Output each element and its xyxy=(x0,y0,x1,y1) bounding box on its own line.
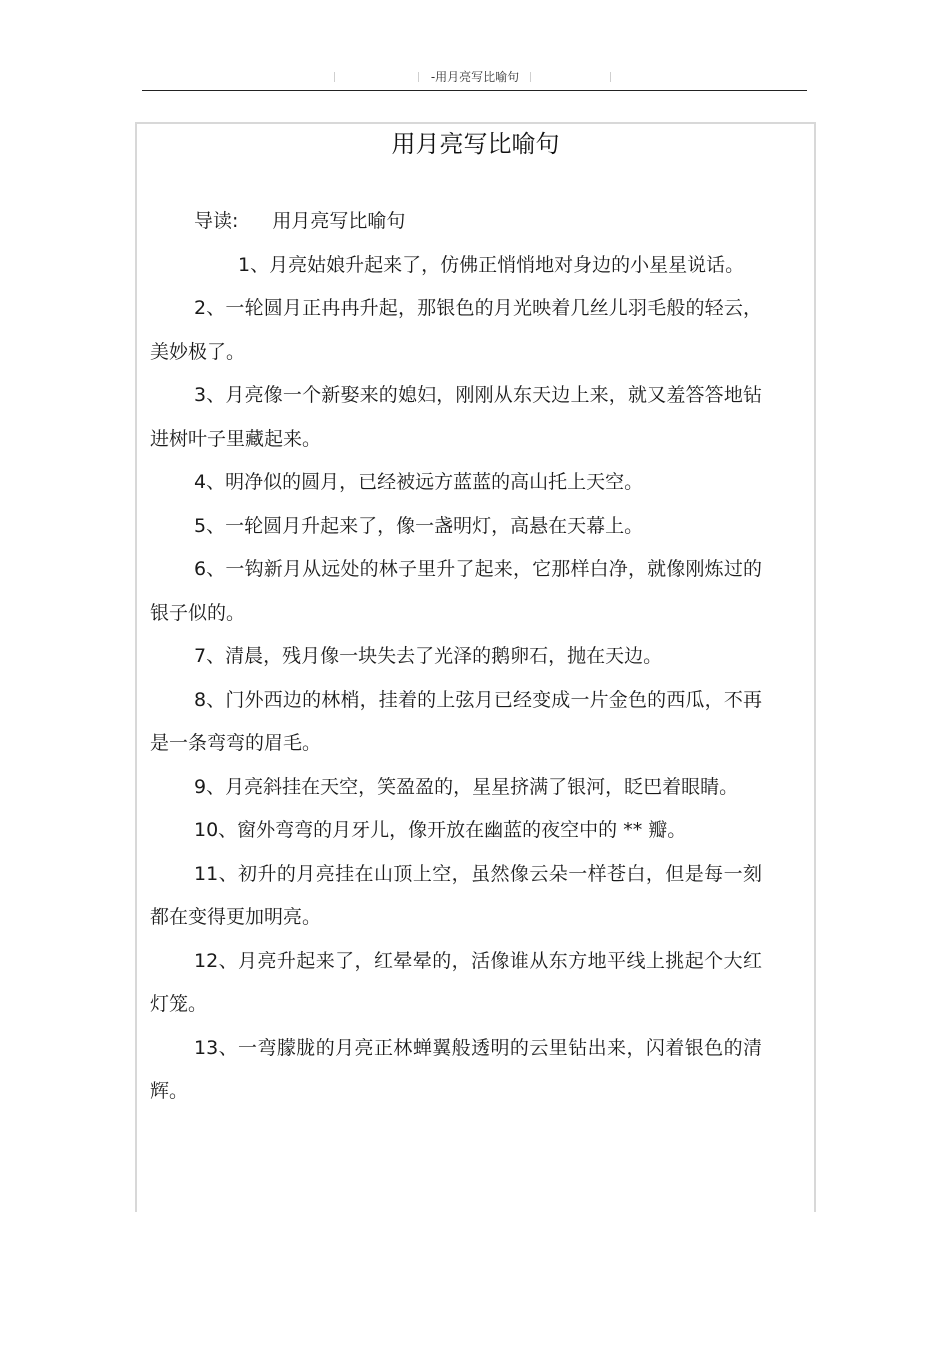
intro-label: 导读: xyxy=(194,210,239,232)
header-tick-right xyxy=(610,72,611,82)
sentence-11: 11、初升的月亮挂在山顶上空，虽然像云朵一样苍白，但是每一刻都在变得更加明亮。 xyxy=(150,862,762,928)
sentence-3: 3、月亮像一个新娶来的媳妇，刚刚从东天边上来，就又羞答答地钻进树叶子里藏起来。 xyxy=(150,384,762,450)
sentence-2: 2、一轮圆月正冉冉升起，那银色的月光映着几丝儿羽毛般的轻云，美妙极了。 xyxy=(150,297,762,363)
sentence-4: 4、明净似的圆月，已经被远方蓝蓝的高山托上天空。 xyxy=(194,471,644,493)
sentence-7: 7、清晨，残月像一块失去了光泽的鹅卵石，抛在天边。 xyxy=(194,645,663,667)
sentence-8: 8、门外西边的林梢，挂着的上弦月已经变成一片金色的西瓜，不再是一条弯弯的眉毛。 xyxy=(150,688,762,754)
intro-line xyxy=(150,200,762,244)
document-title: 用月亮写比喻句 xyxy=(391,130,560,158)
page-frame-left xyxy=(135,122,137,1212)
sentence-9: 9、月亮斜挂在天空，笑盈盈的，星星挤满了银河，眨巴着眼睛。 xyxy=(194,775,739,798)
running-header: -用月亮写比喻句 xyxy=(430,70,520,84)
page-frame-right xyxy=(814,122,816,1212)
intro-text: 用月亮写比喻句 xyxy=(272,210,406,232)
sentence-5: 5、一轮圆月升起来了，像一盏明灯，高悬在天幕上。 xyxy=(194,514,644,537)
header-tick-left xyxy=(334,72,335,82)
header-rule xyxy=(142,90,807,91)
sentence-1: 1、月亮姑娘升起来了，仿佛正悄悄地对身边的小星星说话。 xyxy=(238,253,745,276)
sentence-13: 13、一弯朦胧的月亮正林蝉翼般透明的云里钻出来，闪着银色的清辉。 xyxy=(150,1036,762,1102)
document-body xyxy=(150,200,762,1114)
header-tick-mid-left xyxy=(418,72,419,82)
sentence-6: 6、一钩新月从远处的林子里升了起来，它那样白净，就像刚炼过的银子似的。 xyxy=(150,558,762,624)
sentence-10: 10、窗外弯弯的月牙儿，像开放在幽蓝的夜空中的 ** 瓣。 xyxy=(194,819,687,841)
header-tick-mid-right xyxy=(530,72,531,82)
sentence-12: 12、月亮升起来了，红晕晕的，活像谁从东方地平线上挑起个大红灯笼。 xyxy=(150,949,762,1015)
